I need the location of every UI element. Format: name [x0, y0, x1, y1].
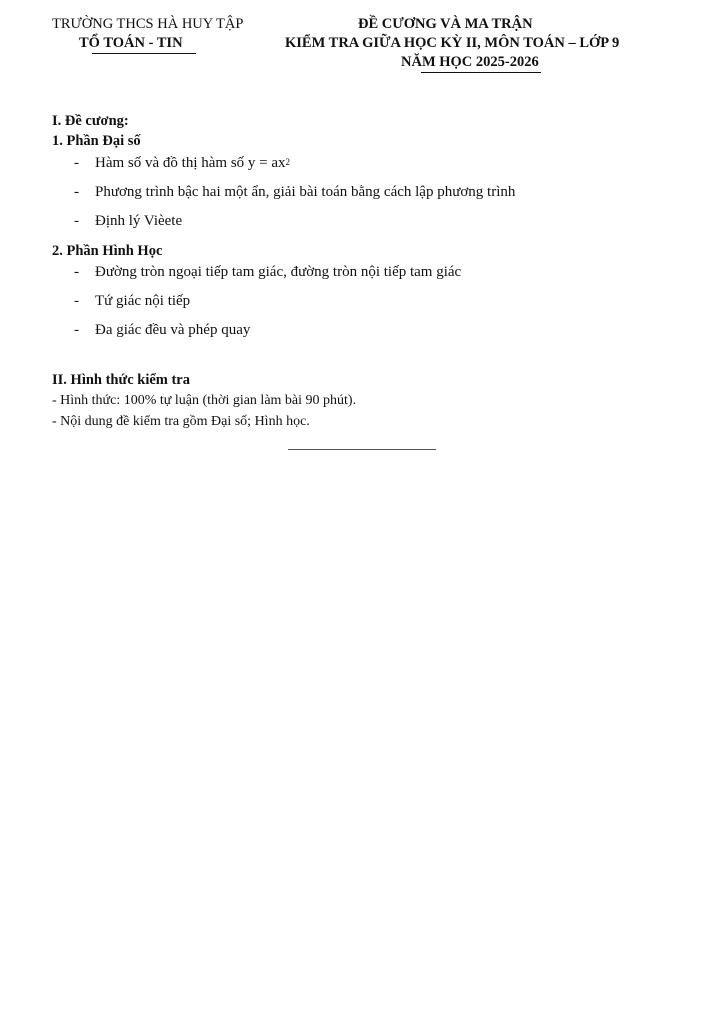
content-line: - Nội dung đề kiểm tra gồm Đại số; Hình học.: [52, 414, 310, 429]
part-2-heading: 2. Phần Hình Học: [52, 243, 163, 259]
list-item: Tứ giác nội tiếp: [95, 293, 191, 309]
list-item: Đường tròn ngoại tiếp tam giác, đường tròn nội tiếp tam giác: [95, 264, 462, 280]
bullet-dash: -: [74, 213, 79, 229]
list-item: Hàm số và đồ thị hàm số $y = ax^2$: [95, 155, 291, 171]
section-2-heading: II. Hình thức kiểm tra: [52, 372, 190, 388]
list-item: Định lý Vièete: [95, 213, 183, 229]
bullet-dash: -: [74, 322, 79, 338]
document-title: ĐỀ CƯƠNG VÀ MA TRẬN: [358, 16, 533, 32]
list-item: Phương trình bậc hai một ẩn, giải bài toán bằng cách lập phương trình: [95, 184, 516, 200]
school-name: TRƯỜNG THCS HÀ HUY TẬP: [52, 16, 244, 32]
bullet-dash: -: [74, 293, 79, 309]
part-1-heading: 1. Phần Đại số: [52, 133, 141, 149]
section-1-heading: I. Đề cương:: [52, 113, 129, 129]
school-year: NĂM HỌC 2025-2026: [401, 54, 539, 70]
department-underline: [92, 53, 196, 54]
bullet-dash: -: [74, 155, 79, 171]
document-subtitle: KIỂM TRA GIỮA HỌC KỲ II, MÔN TOÁN – LỚP 9: [285, 35, 620, 51]
form-line: - Hình thức: 100% tự luận (thời gian làm bài 90 phút).: [52, 393, 357, 408]
year-underline: [421, 72, 541, 73]
department-name: TỔ TOÁN - TIN: [79, 35, 183, 51]
end-divider: [288, 449, 436, 450]
list-item: Đa giác đều và phép quay: [95, 322, 251, 338]
bullet-dash: -: [74, 184, 79, 200]
bullet-dash: -: [74, 264, 79, 280]
